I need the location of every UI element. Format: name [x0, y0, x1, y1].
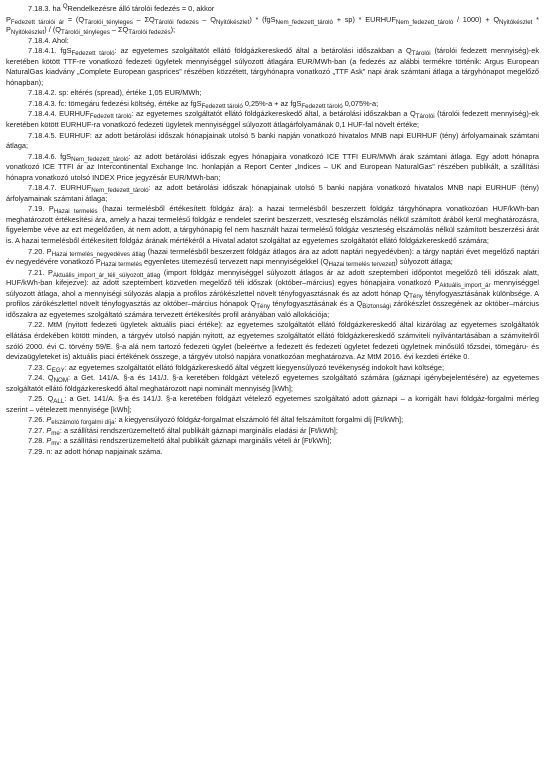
paragraph-p19 — [6, 426, 539, 437]
text-run: (hazai termelésből értékesített földgáz ára): a hazai termelésből beszerzett földgáz tárgyhónapra vonatkozóan HUF/kWh-ban meghatározott értékesítési ára, amely a hazai termelésű földgáz e rendelet szerint beszerzett, veszteség elszámolás nélkül számított árából kerül meghatározásra, figyelembe véve az ezt megelőzően, át nem adott, a tárgyhónapig fel nem használt hazai termelésű földgáz veszteség elszámolás nélkül számított beszerzési árát is. A hazai termelésből értékesített földgáz árának mértékéről a Hivatal adatot szolgáltat az egyetemes szolgáltatót ellátó földgázkereskedő számára; — [6, 204, 540, 246]
text-run: egyenletes ütemezésű tervezett napi mennyiségekkel (Q — [141, 257, 329, 267]
text-run: : az egyetemes szolgáltatót ellátó földgázkereskedő által a betárolási időszakban a Q — [114, 46, 412, 56]
text-run: 7.23. C — [28, 362, 52, 372]
italic-symbol: P — [46, 425, 52, 435]
text-run: 7.18.4.5. EURHUF: az adott betárolási időszak hónapjainak utolsó 5 banki napján vonatkozó hivatalos MNB napi EURHUF (tény) árfolyamainak számtani átlaga; — [6, 130, 539, 151]
text-run: 7.18.4.2. sp: eltérés (spread), értéke 1,05 EUR/MWh; — [28, 88, 202, 98]
paragraph-p7 — [6, 109, 539, 130]
text-run: 0,25%-a + az fgS — [242, 98, 302, 108]
subscript-text: Nem_fedezett_tároló — [395, 18, 454, 26]
text-run: 7.24. Q — [28, 373, 54, 383]
paragraph-p13 — [6, 268, 539, 321]
subscript-text: Nyitókészlet — [215, 18, 250, 26]
text-run: tényfogyasztásának és a Q — [270, 299, 363, 309]
subscript-text: Fedezett tároló — [71, 49, 115, 57]
text-run: – Q — [198, 14, 216, 24]
text-run: 7.19. P — [28, 204, 54, 214]
text-run: P — [6, 14, 11, 24]
text-run: * P — [6, 14, 539, 35]
text-run: ) súlyozott átlaga; — [395, 257, 453, 267]
text-run: + sp) * EURHUF — [333, 14, 396, 24]
subscript-text: Hazai termelés_negyedéves átlag — [51, 250, 146, 258]
text-run: 7.18.3. ha — [28, 4, 63, 13]
text-run: 7.20. P — [28, 246, 52, 256]
subscript-text: Fedezett tárolói ár — [10, 18, 65, 26]
paragraph-p16 — [6, 373, 539, 394]
paragraph-p4 — [6, 46, 539, 88]
text-run: : az egyetemes szolgáltatót ellátó földgázkereskedő által, a betárolási időszakban a Q — [131, 109, 416, 119]
text-run: 7.18.4. Ahol: — [28, 35, 69, 45]
subscript-text: elszámoló forgalmi díja — [51, 419, 115, 427]
paragraph-p3 — [6, 36, 539, 47]
text-run: ); — [170, 25, 176, 35]
text-run: ) * (fgS — [249, 14, 276, 24]
text-run: : a szállítási rendszerüzemeltető által publikált gáznapi marginális vételi ár [Ft/kWh]; — [59, 436, 332, 446]
subscript-text: NOM — [53, 376, 69, 384]
subscript-text: Nem_fedezett_tároló — [91, 187, 149, 195]
text-run: (tárolói fedezett mennyiség)-ek keretében kötött EURHUF-ra vonatkozó fedezeti ügyletek mennyiséggel súlyozott átlagárfolyamának 0,1 HUF-fal növelt értéke; — [6, 109, 539, 130]
text-run: : a szállítási rendszerüzemeltető által publikált gáznapi marginális eladási ár [Ft/kWh]; — [59, 425, 338, 435]
text-run: : a Get. 141/A. §-a és 141/J. §-a keretében földgázt vételező egyetemes szolgáltató adott gáznapi – a korrigált havi földgáz-forgalmi mérleg szerint – vételezett mennyisége [kWh]; — [6, 394, 539, 414]
text-run: 0,075%-a; — [342, 98, 379, 108]
text-run: ) / (Q — [44, 25, 61, 35]
subscript-text: Fedezett tároló — [89, 113, 132, 121]
text-run: 7.21. P — [28, 267, 53, 277]
subscript-text: me — [51, 429, 60, 437]
text-run: (import földgáz mennyiséggel súlyozott átlagos ár az adott szeptemberi időpontot megelőző téli időszak alatt, HUF/kWh-ban kifejezve): az adott szeptembert közvetlen megelőző téli időszak (október–március) egyes hónapjaira vonatkozó P — [6, 267, 539, 288]
paragraph-p20 — [6, 436, 539, 447]
text-run: (hazai termelésből beszerzett földgáz átlagos ára az adott naptári negyedévben): a tárgy naptári évet megelőző naptári év negyedévére vonatkozó P — [6, 246, 539, 267]
italic-symbol: P — [46, 436, 52, 446]
paragraph-p9 — [6, 152, 539, 184]
text-run: : a kiegyensúlyozó földgáz-forgalmat elszámoló fél által felszámított forgalmi díj [Ft/kWh]; — [114, 415, 404, 425]
text-run: 7.18.4.4. EURHUF — [28, 109, 90, 119]
subscript-text: Hazai termelés — [53, 208, 98, 216]
subscript-text: Biztonsági — [362, 303, 391, 311]
text-run: : az adott betárolási időszak hónapjainak utolsó 5 banki napjára vonatkozó hivatalos MNB napi EURHUF (tény) árfolyamainak számtani átlaga; — [6, 183, 539, 203]
text-run: : a Get. 141/A. §-a és 141/J. §-a keretében földgázt vételező egyetemes szolgáltató számára (gáznapi igénybejelentésére) az egyetemes szolgáltatót ellátó földgázkereskedő által meghatározott napi nominált mennyiség [kWh]; — [6, 373, 539, 393]
subscript-text: Tárolói_tényleges — [61, 28, 110, 36]
paragraph-p6 — [6, 99, 539, 110]
subscript-text: Nyitókészlet — [499, 18, 533, 26]
subscript-text: Tárolói fedezés — [154, 18, 199, 26]
subscript-text: Fedezett tároló — [301, 102, 343, 110]
text-run: – ΣQ — [109, 25, 129, 35]
subscript-text: Tény — [256, 303, 270, 311]
paragraph-p15 — [6, 363, 539, 374]
subscript-text: ALL — [53, 398, 65, 406]
text-run: 7.28. — [28, 436, 47, 446]
paragraph-p1 — [6, 4, 539, 15]
subscript-text: Hazai termelés — [100, 260, 142, 268]
text-run: 7.29. n: az adott hónap napjainak száma. — [28, 446, 163, 456]
text-run: zárókészlet összegének az október–március időszakra az egyetemes szolgáltató számára tervezett értékesítés profil arányában való allokációja; — [6, 299, 539, 319]
text-run: / 1000) + Q — [453, 14, 500, 24]
text-run: tényfogyasztásának különbsége. A profilos zárókészlettel növelt tényfogyasztás az október–március hónapok Q — [6, 288, 539, 309]
text-run: 7.27. — [28, 425, 47, 435]
subscript-text: Fedezett tároló — [201, 102, 243, 110]
text-run: = (Q — [64, 14, 85, 24]
text-run: 7.22. MtM (nyitott fedezeti ügyletek aktuális piaci értéke): az egyetemes szolgáltatót ellátó földgázkereskedő által kizárólag az egyetemes szolgáltatók ellátása érdekében kötött minden, a tárgyév utolsó napján nyitott, az egyetemes szolgáltatót ellátó földgázkereskedő számviteli nyilvántartásában a számvitelről szóló 2000. évi C. törvény 59/E. §-a alá nem tartozó fedezeti ügylet (beleértve a fedezett és fedezeti ügyletet fedezeti ügyletnek minősülő tőzsdei, tömegáru- és devizaügyleteket is) aktuális piaci értékének összege, a tárgyév utolsó napjára vonatkozóan meghatározva. Az MtM 2016. évi kezdeti értéke 0. — [6, 320, 539, 362]
paragraph-p21 — [6, 447, 539, 458]
text-run: (tárolói fedezett mennyiség)-ek keretében kötött TTF-re vonatkozó fedezeti ügyletek mennyiséggel súlyozott átlagára EUR/MWh-ban (a fedezés az alábbi termékre történik: Argus European NaturalGas kiadvány „Complete European gasprices” részében közzétett, tárgyhónapra vonatkozó „TTF Ask” napi árak számtani átlaga a tárgyhónapot megelőző hónapban); — [6, 46, 539, 87]
subscript-text: Tárolói_tényleges — [84, 18, 133, 26]
text-run: 7.26. — [28, 415, 47, 425]
subscript-text: mv — [51, 440, 60, 448]
subscript-text: Tárolói — [415, 113, 435, 121]
paragraph-p12 — [6, 247, 539, 268]
text-run: : az adott betárolási időszak egyes hónapjaira vonatkozó ICE TTFI EUR/MWh árak számtani átlaga. Egy adott hónapra vonatkozó ICE TTFI ár az Intercontinental Exchange Inc. honlapján a Report Center „Indices – UK and European NaturalGas” részében publikált, a szállítási hónapra vonatkozó utolsó INDEX Price jegyzésár EUR/MWh-ban; — [6, 151, 539, 182]
text-run: 7.18.4.7. EURHUF — [28, 183, 92, 193]
superscript-text: Q — [62, 3, 68, 10]
paragraph-p10 — [6, 183, 539, 204]
subscript-text: Aktuális_import_ár_téli_súlyozott_átlag — [52, 271, 161, 279]
text-run: 7.18.4.1. fgS — [28, 46, 72, 56]
subscript-text: EGY — [51, 366, 65, 374]
text-run: 7.18.4.3. fc: tömegáru fedezési költség, értéke az fgS — [28, 98, 202, 108]
text-run: – ΣQ — [132, 14, 155, 24]
italic-symbol: P — [46, 415, 52, 425]
text-run: mennyiséggel súlyozott átlaga, ahol a mennyiségi súlyozás alapja a profilos zárókészlettel növelt tényfogyasztásnak és az adott hónap Q — [6, 278, 540, 298]
subscript-text: Nem_fedezett_tároló — [71, 155, 129, 163]
paragraph-p14 — [6, 320, 539, 362]
paragraph-p18 — [6, 415, 539, 426]
subscript-text: Aktuális_import_ár — [439, 282, 491, 290]
text-run: 7.18.4.6. fgS — [28, 151, 72, 161]
subscript-text: Hazai termelés tervezett — [328, 260, 396, 268]
paragraph-p5 — [6, 88, 539, 99]
paragraph-p17 — [6, 394, 539, 415]
subscript-text: Nyitókészlet — [10, 28, 45, 36]
subscript-text: Tárolói — [411, 49, 431, 57]
subscript-text: Nem_fedezett_tároló — [275, 18, 333, 26]
text-run: 7.25. Q — [28, 394, 54, 404]
paragraph-p11 — [6, 204, 539, 246]
text-run: : az egyetemes szolgáltatót ellátó földgázkereskedő által végzett kiegyensúlyozó tevékenység indokolt havi költsége; — [64, 362, 445, 372]
text-run: Rendelkezésre álló tárolói fedezés = 0, akkor — [67, 4, 215, 13]
paragraph-p2 — [6, 15, 539, 36]
subscript-text: Tény — [409, 292, 423, 300]
paragraph-p8 — [6, 131, 539, 152]
subscript-text: Tárolói fedezés — [128, 28, 171, 36]
